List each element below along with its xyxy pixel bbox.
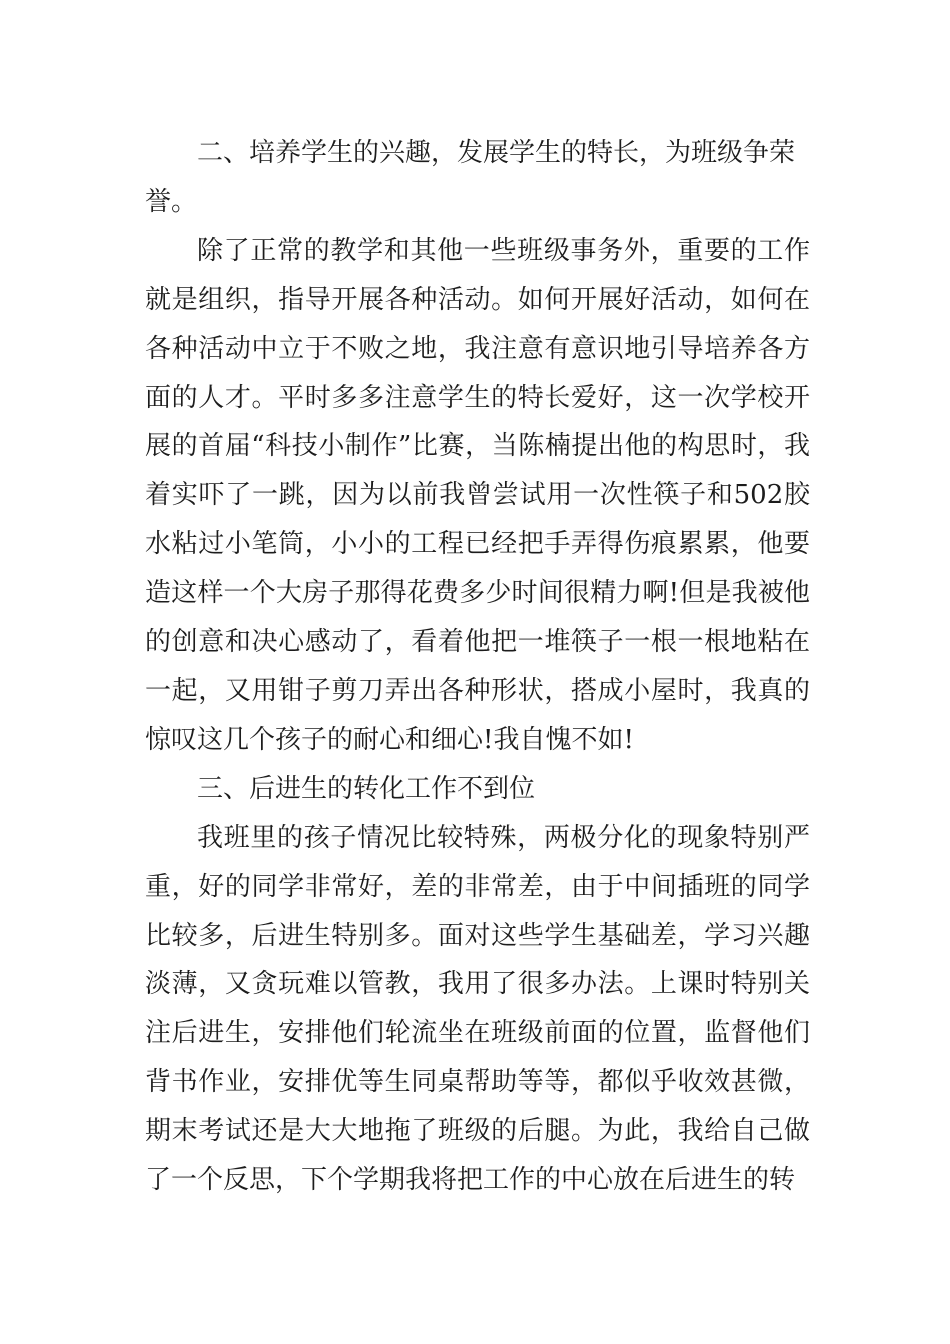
section-3-paragraph: 我班里的孩子情况比较特殊，两极分化的现象特别严重，好的同学非常好，差的非常差，由于中间插班的同学比较多，后进生特别多。面对这些学生基础差，学习兴趣淡薄，又贪玩难以管教，我用了很多办法。上课时特别关注后进生，安排他们轮流坐在班级前面的位置，监督他们背书作业，安排优等生同桌帮助等等，都似乎收效甚微，期末考试还是大大地拖了班级的后腿。为此，我给自己做了一个反思，下个学期我将把工作的中心放在后进生的转 <box>145 822 810 1196</box>
document-body <box>145 129 810 1205</box>
section-3-heading: 三、后进生的转化工作不到位 <box>197 773 536 804</box>
section-2-paragraph: 除了正常的教学和其他一些班级事务外，重要的工作就是组织，指导开展各种活动。如何开展好活动，如何在各种活动中立于不败之地，我注意有意识地引导培养各方面的人才。平时多多注意学生的特长爱好，这一次学校开展的首届“科技小制作”比赛，当陈楠提出他的构思时，我着实吓了一跳，因为以前我曾尝试用一次性筷子和502胶水粘过小笔筒，小小的工程已经把手弄得伤痕累累，他要造这样一个大房子那得花费多少时间很精力啊!但是我被他的创意和决心感动了，看着他把一堆筷子一根一根地粘在一起，又用钳子剪刀弄出各种形状，搭成小屋时，我真的惊叹这几个孩子的耐心和细心!我自愧不如! <box>145 235 810 755</box>
section-2-heading: 二、培养学生的兴趣，发展学生的特长，为班级争荣誉。 <box>145 138 796 217</box>
